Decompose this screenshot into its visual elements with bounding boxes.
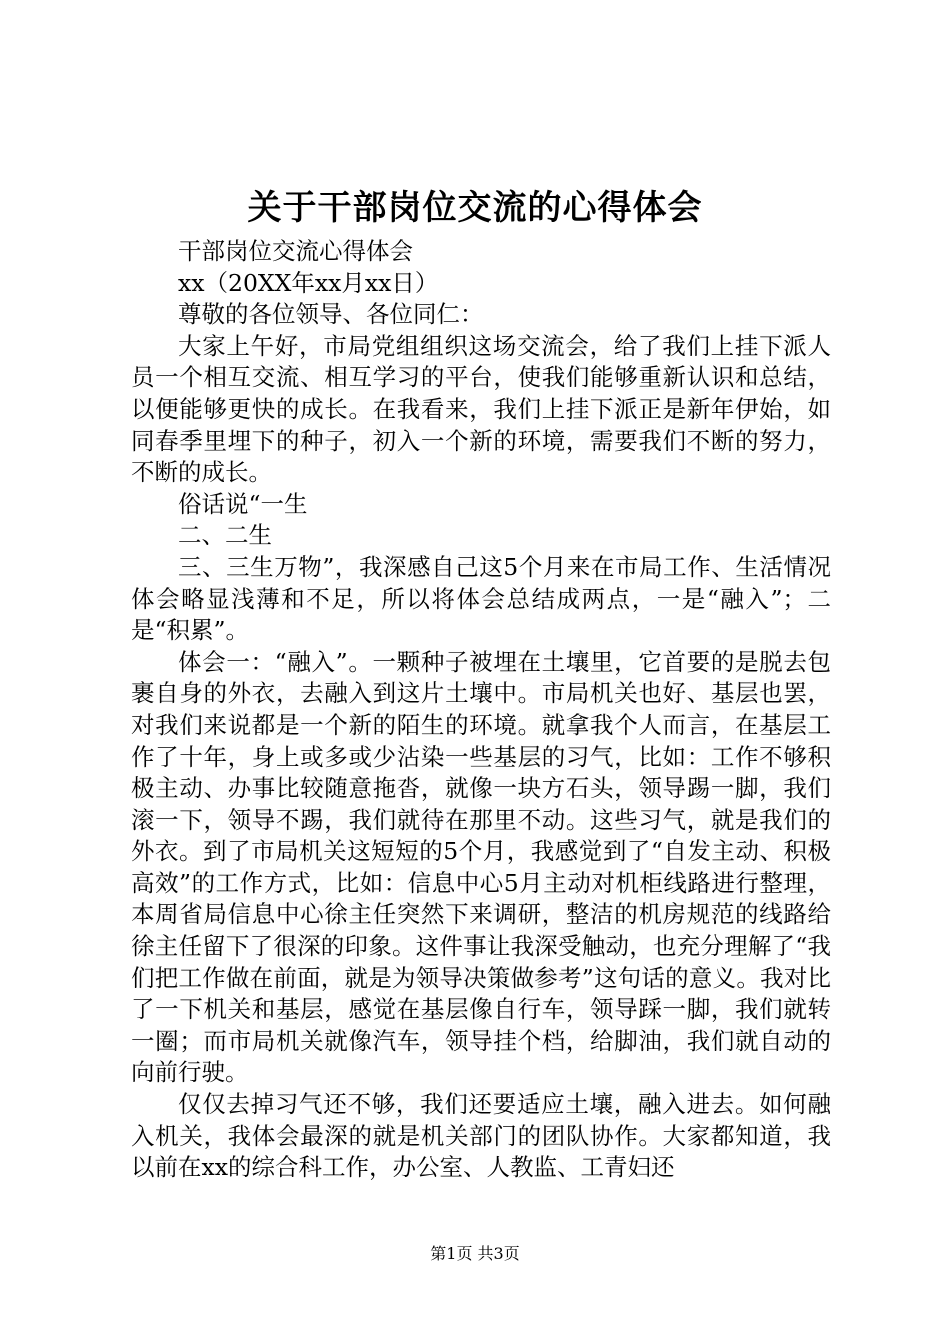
paragraph-saying-3: 三、三生万物”，我深感自己这5个月来在市局工作、生活情况体会略显浅薄和不足，所以将体会总结成两点，一是“融入”；二是“积累”。 bbox=[131, 552, 831, 645]
paragraph-teamwork: 仅仅去掉习气还不够，我们还要适应土壤，融入进去。如何融入机关，我体会最深的就是机关部门的团队协作。大家都知道，我以前在xx的综合科工作，办公室、人教监、工青妇还 bbox=[131, 1090, 831, 1182]
paragraph-saying-2: 二、二生 bbox=[178, 521, 272, 550]
paragraph-date: xx（20XX年xx月xx日） bbox=[178, 268, 439, 297]
paragraph-intro: 大家上午好，市局党组组织这场交流会，给了我们上挂下派人员一个相互交流、相互学习的平台，使我们能够重新认识和总结，以便能够更快的成长。在我看来，我们上挂下派正是新年伊始，如同春季里埋下的种子，初入一个新的环境，需要我们不断的努力，不断的成长。 bbox=[131, 331, 831, 487]
paragraph-insight-one: 体会一：“融入”。一颗种子被埋在土壤里，它首要的是脱去包裹自身的外衣，去融入到这片土壤中。市局机关也好、基层也罢，对我们来说都是一个新的陌生的环境。就拿我个人而言，在基层工作了十年，身上或多或少沾染一些基层的习气，比如：工作不够积极主动、办事比较随意拖沓，就像一块方石头，领导踢一脚，我们滚一下，领导不踢，我们就待在那里不动。这些习气，就是我们的外衣。到了市局机关这短短的5个月，我感觉到了“自发主动、积极高效”的工作方式，比如：信息中心5月主动对机柜线路进行整理，本周省局信息中心徐主任突然下来调研，整洁的机房规范的线路给徐主任留下了很深的印象。这件事让我深受触动，也充分理解了“我们把工作做在前面，就是为领导决策做参考”这句话的意义。我对比了一下机关和基层，感觉在基层像自行车，领导踩一脚，我们就转一圈；而市局机关就像汽车，领导挂个档，给脚油，我们就自动的向前行驶。 bbox=[131, 647, 831, 1087]
paragraph-salutation: 尊敬的各位领导、各位同仁： bbox=[178, 300, 484, 329]
page-number: 第1页 共3页 bbox=[430, 1244, 520, 1263]
paragraph-subtitle: 干部岗位交流心得体会 bbox=[178, 237, 413, 265]
paragraph-saying-1: 俗话说“一生 bbox=[178, 489, 308, 518]
document-body bbox=[131, 236, 831, 1184]
document-title: 关于干部岗位交流的心得体会 bbox=[247, 188, 703, 228]
